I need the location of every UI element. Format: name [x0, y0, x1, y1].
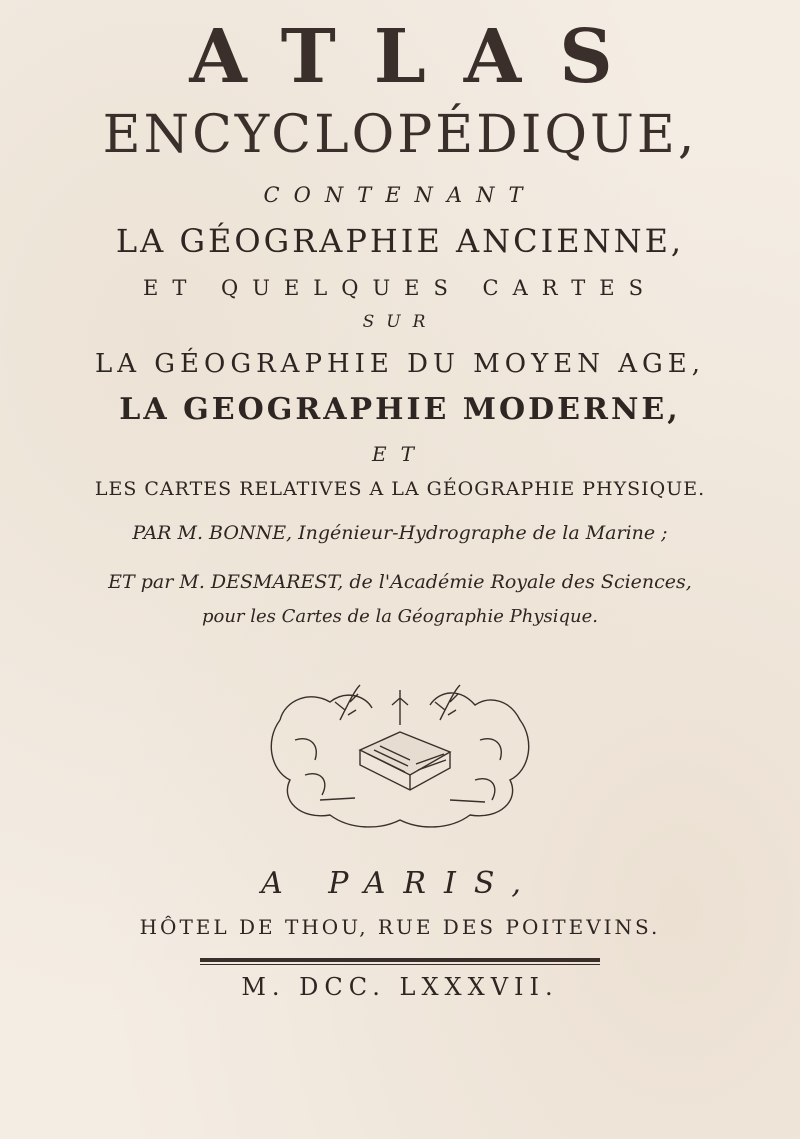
imprint-date: M. DCC. LXXXVII. [241, 973, 559, 1001]
thin-rule [200, 964, 600, 965]
quelques-cartes-line: ET QUELQUES CARTES [143, 276, 657, 300]
geographie-ancienne-line: LA GÉOGRAPHIE ANCIENNE, [115, 222, 685, 260]
open-book-vignette-icon [260, 680, 540, 840]
sur-line: SUR [362, 312, 438, 332]
author-bonne-line: PAR M. BONNE, Ingénieur-Hydrographe de la Marine ; [132, 522, 668, 544]
contenant-line: CONTENANT [263, 183, 537, 207]
subtitle: ENCYCLOPÉDIQUE, [102, 105, 698, 165]
author-desmarest-line: ET par M. DESMAREST, de l'Académie Royale des Sciences, [108, 571, 692, 593]
thick-rule [200, 958, 600, 962]
imprint-address: HÔTEL DE THOU, RUE DES POITEVINS. [139, 915, 661, 939]
cartes-physique-line: LES CARTES RELATIVES A LA GÉOGRAPHIE PHYSIQUE. [94, 478, 706, 500]
moyen-age-line: LA GÉOGRAPHIE DU MOYEN AGE, [94, 349, 706, 379]
title: ATLAS [189, 14, 651, 100]
geographie-moderne-line: LA GEOGRAPHIE MODERNE, [119, 392, 681, 427]
pour-les-cartes-line: pour les Cartes de la Géographie Physique. [201, 606, 599, 627]
imprint-place: A PARIS, [261, 866, 539, 901]
et-line: ET [372, 442, 428, 466]
